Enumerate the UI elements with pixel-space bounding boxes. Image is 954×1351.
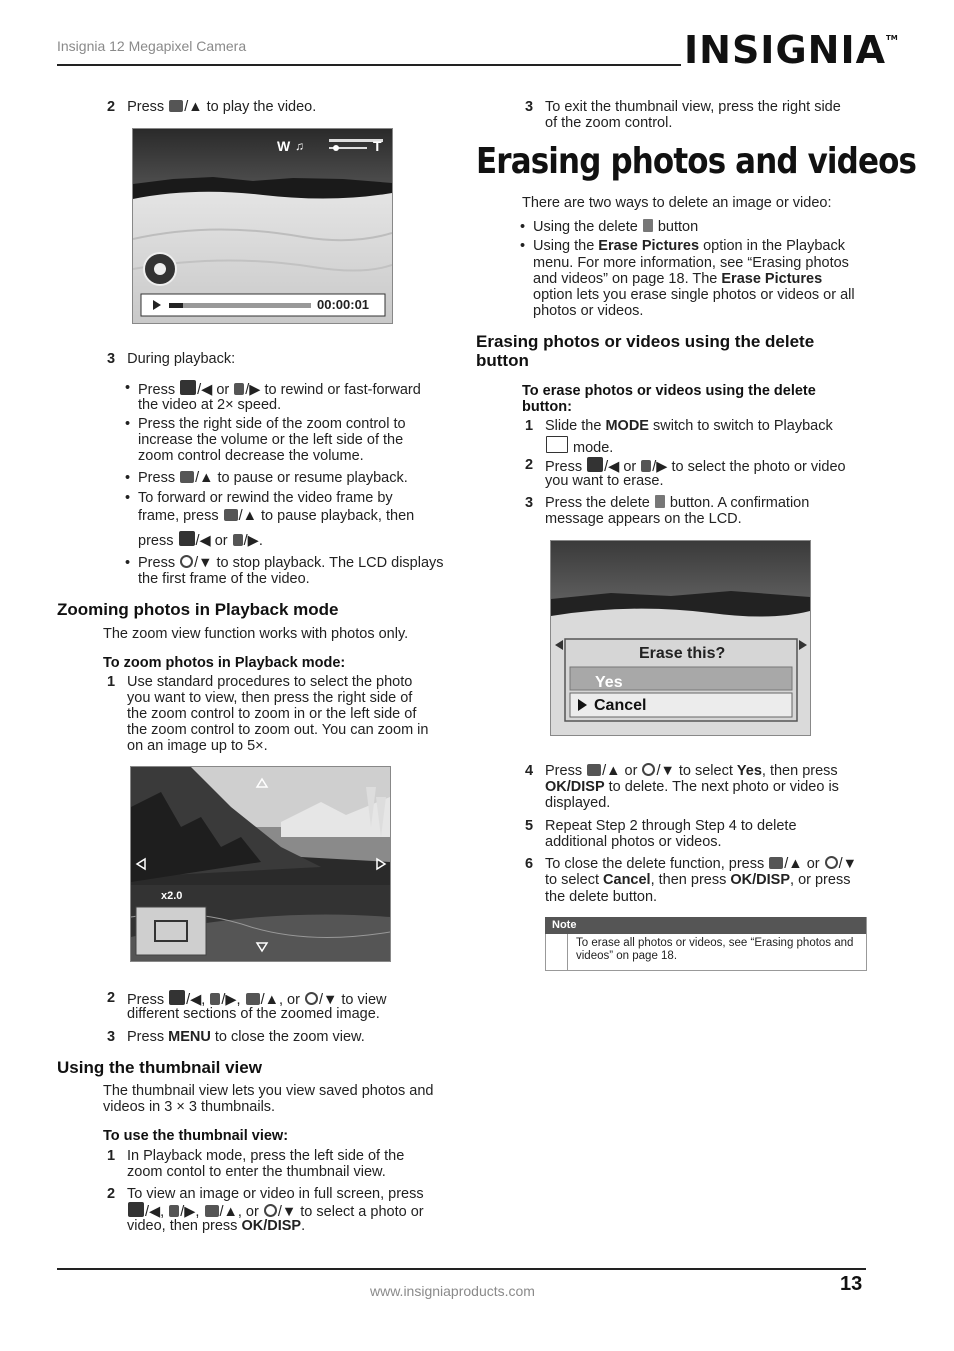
video-playback-illustration <box>133 129 392 323</box>
footer-rule <box>57 1268 866 1270</box>
zoom-intro: The zoom view function works with photos only. <box>103 626 409 642</box>
playback-mode-icon <box>180 471 194 483</box>
zoom-procedure-title: To zoom photos in Playback mode: <box>103 655 346 671</box>
trash-icon <box>655 495 665 508</box>
speaker-icon: ♫ <box>295 139 304 153</box>
timer-icon <box>264 1204 277 1217</box>
heading-erasing-delete-button: Erasing photos or videos using the delete button <box>476 332 815 370</box>
playback-mode-icon <box>205 1205 219 1217</box>
running-header: Insignia 12 Megapixel Camera <box>57 38 247 54</box>
video-timecode: 00:00:01 <box>317 297 370 312</box>
erase-intro: There are two ways to delete an image or video: <box>522 195 832 211</box>
dialog-title: Erase this? <box>639 645 726 662</box>
zoom-landscape-illustration <box>131 767 390 961</box>
zoom-level-label: x2.0 <box>161 890 183 902</box>
header-rule <box>57 64 681 66</box>
flash-icon <box>234 383 244 395</box>
zoom-wide-label: W <box>277 138 291 154</box>
flower-icon <box>587 457 603 472</box>
playback-icon <box>546 436 568 453</box>
erase-procedure-title: To erase photos or videos using the delete button: <box>522 383 816 415</box>
playback-mode-icon <box>769 857 783 869</box>
heading-zooming: Zooming photos in Playback mode <box>57 600 339 619</box>
zoom-view-screenshot <box>130 766 391 962</box>
note-divider <box>567 934 568 970</box>
flower-icon <box>169 990 185 1005</box>
bullet-erase-pictures: • Using the Erase Pictures option in the Playback menu. For more information, see “Erasing photos and videos” on page 18. The Erase Pictures option lets you erase single photos or videos or all photos or videos. <box>520 238 855 319</box>
step-during-playback: 3 During playback: <box>107 351 236 367</box>
flower-icon <box>179 531 195 546</box>
bullet-frame-step: • To forward or rewind the video frame by frame, press /▲ to pause playback, then press /◀ or /▶. <box>125 490 415 549</box>
flower-icon <box>128 1202 144 1217</box>
playback-mode-icon <box>224 509 238 521</box>
erase-dialog-screenshot <box>550 540 811 736</box>
bullet-stop: • Press /▼ to stop playback. The LCD displays the first frame of the video. <box>125 555 444 587</box>
video-playback-screenshot <box>132 128 393 324</box>
trash-icon <box>643 219 653 232</box>
flash-icon <box>169 1205 179 1217</box>
flash-icon <box>210 993 220 1005</box>
bullet-volume: • Press the right side of the zoom control to increase the volume or the left side of the zoom control decrease the volume. <box>125 416 406 464</box>
timer-icon <box>825 856 838 869</box>
flower-icon <box>180 380 196 395</box>
bullet-delete-button: • Using the delete button <box>520 219 699 235</box>
page-title: Erasing photos and videos <box>476 141 917 182</box>
timer-icon <box>305 992 318 1005</box>
flash-icon <box>641 460 651 472</box>
playback-mode-icon <box>246 993 260 1005</box>
bullet-rewind: • Press /◀ or /▶ to rewind or fast-forward the video at 2× speed. <box>125 380 421 413</box>
thumbnail-procedure-title: To use the thumbnail view: <box>103 1128 289 1144</box>
note-text: To erase all photos or videos, see “Erasing photos and videos” on page 18. <box>576 937 854 962</box>
timer-icon <box>180 555 193 568</box>
erase-background-illustration <box>551 541 810 735</box>
footer-url[interactable]: www.insigniaproducts.com <box>370 1283 535 1299</box>
playback-mode-icon <box>169 100 183 112</box>
insignia-logo: INSIGNIA™ <box>684 28 898 72</box>
dialog-cancel-option[interactable]: Cancel <box>594 697 647 714</box>
flash-icon <box>233 534 243 546</box>
playback-mode-icon <box>587 764 601 776</box>
heading-thumbnail: Using the thumbnail view <box>57 1058 262 1077</box>
bullet-pause: • Press /▲ to pause or resume playback. <box>125 470 408 486</box>
page-number: 13 <box>840 1273 863 1295</box>
dialog-yes-option[interactable]: Yes <box>595 674 623 691</box>
note-header: Note <box>545 917 866 934</box>
step-play-video: 2 Press /▲ to play the video. <box>107 99 317 115</box>
zoom-tele-label: T <box>373 138 382 154</box>
timer-icon <box>642 763 655 776</box>
